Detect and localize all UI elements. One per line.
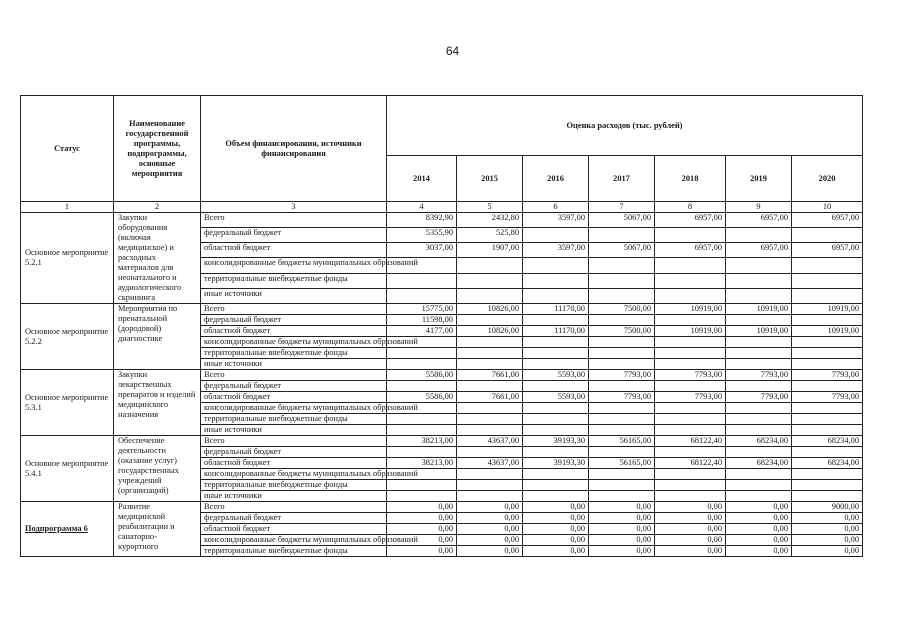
value-cell: 0,00 <box>589 546 655 557</box>
value-cell <box>589 480 655 491</box>
value-cell <box>792 414 863 425</box>
value-cell <box>726 469 792 480</box>
column-number: 5 <box>457 202 523 213</box>
header-year: 2018 <box>655 156 726 202</box>
source-cell: территориальные внебюджетные фонды <box>201 480 387 491</box>
value-cell <box>523 425 589 436</box>
value-cell: 0,00 <box>457 535 523 546</box>
value-cell <box>457 480 523 491</box>
name-cell: Обеспечение деятельности (оказание услуг) государственных учреждений (организаций) <box>114 436 201 502</box>
value-cell: 0,00 <box>457 502 523 513</box>
value-cell: 0,00 <box>589 513 655 524</box>
value-cell <box>387 425 457 436</box>
value-cell <box>792 381 863 392</box>
header-year: 2020 <box>792 156 863 202</box>
value-cell <box>726 337 792 348</box>
value-cell <box>457 359 523 370</box>
value-cell <box>589 469 655 480</box>
source-cell: федеральный бюджет <box>201 513 387 524</box>
name-cell: Закупки лекарственных препаратов и изделий медицинского назначения <box>114 370 201 436</box>
value-cell: 7661,00 <box>457 370 523 381</box>
value-cell: 68122,40 <box>655 458 726 469</box>
value-cell <box>387 359 457 370</box>
value-cell: 0,00 <box>523 546 589 557</box>
table-row <box>21 502 863 513</box>
value-cell: 10826,00 <box>457 326 523 337</box>
value-cell <box>726 480 792 491</box>
value-cell: 10826,00 <box>457 304 523 315</box>
value-cell: 7793,00 <box>655 392 726 403</box>
value-cell: 6957,00 <box>655 213 726 228</box>
source-cell: консолидированные бюджеты муниципальных образований <box>201 337 387 348</box>
value-cell <box>655 480 726 491</box>
value-cell: 0,00 <box>726 546 792 557</box>
value-cell <box>523 480 589 491</box>
value-cell: 0,00 <box>726 524 792 535</box>
value-cell <box>589 381 655 392</box>
budget-table <box>20 95 863 557</box>
value-cell: 11170,00 <box>523 304 589 315</box>
value-cell <box>792 228 863 243</box>
value-cell <box>726 228 792 243</box>
header-status: Статус <box>21 96 114 202</box>
value-cell <box>523 469 589 480</box>
source-cell: территориальные внебюджетные фонды <box>201 414 387 425</box>
value-cell <box>387 381 457 392</box>
value-cell: 5355,90 <box>387 228 457 243</box>
value-cell: 68234,00 <box>726 458 792 469</box>
value-cell <box>457 315 523 326</box>
value-cell <box>726 348 792 359</box>
value-cell: 0,00 <box>387 535 457 546</box>
value-cell <box>589 228 655 243</box>
value-cell: 39193,30 <box>523 436 589 447</box>
value-cell <box>387 480 457 491</box>
value-cell <box>792 491 863 502</box>
value-cell: 0,00 <box>726 513 792 524</box>
source-cell: Всего <box>201 436 387 447</box>
header-estimate: Оценка расходов (тыс. рублей) <box>387 96 863 156</box>
value-cell: 6957,00 <box>726 213 792 228</box>
source-cell: иные источники <box>201 491 387 502</box>
value-cell: 0,00 <box>457 524 523 535</box>
value-cell <box>655 258 726 273</box>
value-cell: 10919,00 <box>792 326 863 337</box>
value-cell: 7661,00 <box>457 392 523 403</box>
header-year: 2019 <box>726 156 792 202</box>
value-cell: 38213,00 <box>387 458 457 469</box>
value-cell <box>589 258 655 273</box>
value-cell <box>655 414 726 425</box>
value-cell <box>589 447 655 458</box>
value-cell: 0,00 <box>387 513 457 524</box>
value-cell: 7793,00 <box>726 370 792 381</box>
value-cell <box>457 469 523 480</box>
source-cell: Всего <box>201 370 387 381</box>
source-cell: федеральный бюджет <box>201 381 387 392</box>
value-cell <box>792 258 863 273</box>
value-cell: 7793,00 <box>792 392 863 403</box>
value-cell: 5067,00 <box>589 243 655 258</box>
source-cell: иные источники <box>201 359 387 370</box>
value-cell <box>792 469 863 480</box>
value-cell: 10919,00 <box>726 304 792 315</box>
value-cell: 6957,00 <box>792 213 863 228</box>
value-cell <box>457 414 523 425</box>
value-cell: 5593,00 <box>523 392 589 403</box>
value-cell: 0,00 <box>589 535 655 546</box>
value-cell <box>726 447 792 458</box>
value-cell: 7793,00 <box>655 370 726 381</box>
column-number-row <box>21 202 863 213</box>
value-cell <box>457 425 523 436</box>
value-cell <box>523 348 589 359</box>
value-cell: 7793,00 <box>726 392 792 403</box>
value-cell: 5586,00 <box>387 370 457 381</box>
value-cell: 10919,00 <box>792 304 863 315</box>
value-cell: 0,00 <box>387 546 457 557</box>
value-cell <box>523 228 589 243</box>
value-cell <box>655 491 726 502</box>
source-cell: федеральный бюджет <box>201 447 387 458</box>
value-cell <box>792 315 863 326</box>
source-cell: консолидированные бюджеты муниципальных образований <box>201 535 387 546</box>
value-cell: 3597,00 <box>523 243 589 258</box>
value-cell: 0,00 <box>655 513 726 524</box>
value-cell <box>792 337 863 348</box>
value-cell <box>792 273 863 288</box>
value-cell: 0,00 <box>726 502 792 513</box>
value-cell <box>726 414 792 425</box>
source-cell: территориальные внебюджетные фонды <box>201 273 387 288</box>
value-cell: 7793,00 <box>589 392 655 403</box>
value-cell <box>457 403 523 414</box>
source-cell: консолидированные бюджеты муниципальных образований <box>201 403 387 414</box>
source-cell: Всего <box>201 502 387 513</box>
value-cell: 68234,00 <box>792 458 863 469</box>
value-cell: 43637,00 <box>457 458 523 469</box>
value-cell: 0,00 <box>387 524 457 535</box>
value-cell: 43637,00 <box>457 436 523 447</box>
value-cell: 0,00 <box>523 502 589 513</box>
value-cell <box>457 348 523 359</box>
header-year: 2017 <box>589 156 655 202</box>
value-cell <box>655 447 726 458</box>
table-row <box>21 436 863 447</box>
value-cell <box>387 414 457 425</box>
source-cell: областной бюджет <box>201 243 387 258</box>
value-cell: 4177,00 <box>387 326 457 337</box>
value-cell <box>523 381 589 392</box>
source-cell: территориальные внебюджетные фонды <box>201 348 387 359</box>
value-cell <box>589 359 655 370</box>
value-cell <box>792 359 863 370</box>
value-cell <box>726 315 792 326</box>
value-cell <box>387 447 457 458</box>
value-cell <box>523 273 589 288</box>
value-cell <box>523 315 589 326</box>
value-cell <box>792 288 863 303</box>
value-cell <box>655 381 726 392</box>
value-cell <box>726 288 792 303</box>
value-cell: 8392,90 <box>387 213 457 228</box>
value-cell: 5593,00 <box>523 370 589 381</box>
value-cell <box>387 491 457 502</box>
value-cell: 11598,00 <box>387 315 457 326</box>
value-cell: 7793,00 <box>792 370 863 381</box>
value-cell: 6957,00 <box>655 243 726 258</box>
value-cell <box>457 288 523 303</box>
value-cell <box>726 425 792 436</box>
value-cell: 3037,00 <box>387 243 457 258</box>
table-row <box>21 213 863 228</box>
source-cell: областной бюджет <box>201 458 387 469</box>
column-number: 6 <box>523 202 589 213</box>
source-cell: Всего <box>201 304 387 315</box>
value-cell <box>655 403 726 414</box>
value-cell: 0,00 <box>655 546 726 557</box>
value-cell: 7500,00 <box>589 326 655 337</box>
header-source: Объем финансирования, источники финансирования <box>201 96 387 202</box>
header-year: 2014 <box>387 156 457 202</box>
column-number: 1 <box>21 202 114 213</box>
name-cell: Закупки оборудования (включая медицинское) и расходных материалов для неонатального и аудиологического скрининга <box>114 213 201 304</box>
value-cell: 68122,40 <box>655 436 726 447</box>
source-cell: консолидированные бюджеты муниципальных образований <box>201 469 387 480</box>
value-cell <box>726 359 792 370</box>
value-cell <box>655 315 726 326</box>
value-cell <box>523 288 589 303</box>
source-cell: иные источники <box>201 425 387 436</box>
value-cell <box>589 315 655 326</box>
value-cell: 0,00 <box>792 513 863 524</box>
value-cell: 56165,00 <box>589 436 655 447</box>
value-cell: 15775,00 <box>387 304 457 315</box>
value-cell <box>726 491 792 502</box>
value-cell: 0,00 <box>655 535 726 546</box>
value-cell <box>726 403 792 414</box>
value-cell: 10919,00 <box>726 326 792 337</box>
value-cell: 0,00 <box>655 524 726 535</box>
table-body <box>21 213 863 557</box>
value-cell <box>589 403 655 414</box>
value-cell <box>589 425 655 436</box>
value-cell <box>457 491 523 502</box>
value-cell <box>387 273 457 288</box>
value-cell: 38213,00 <box>387 436 457 447</box>
value-cell: 11170,00 <box>523 326 589 337</box>
value-cell: 56165,00 <box>589 458 655 469</box>
value-cell: 525,80 <box>457 228 523 243</box>
value-cell <box>792 348 863 359</box>
status-cell: Основное мероприятие 5.2.2 <box>21 304 114 370</box>
name-cell: Развитие медицинской реабилитации и санаторно-курортного <box>114 502 201 557</box>
value-cell <box>523 447 589 458</box>
value-cell: 10919,00 <box>655 304 726 315</box>
value-cell: 0,00 <box>523 524 589 535</box>
table-row <box>21 370 863 381</box>
status-cell: Основное мероприятие 5.4.1 <box>21 436 114 502</box>
value-cell: 3597,00 <box>523 213 589 228</box>
value-cell <box>655 273 726 288</box>
value-cell: 0,00 <box>726 535 792 546</box>
value-cell: 5586,00 <box>387 392 457 403</box>
page-number: 64 <box>445 44 460 58</box>
column-number: 9 <box>726 202 792 213</box>
header-year: 2016 <box>523 156 589 202</box>
value-cell: 0,00 <box>457 513 523 524</box>
value-cell: 0,00 <box>589 524 655 535</box>
value-cell: 0,00 <box>457 546 523 557</box>
column-number: 3 <box>201 202 387 213</box>
value-cell: 0,00 <box>792 535 863 546</box>
value-cell <box>523 337 589 348</box>
name-cell: Мероприятия по пренатальной (дородовой) диагностике <box>114 304 201 370</box>
value-cell: 0,00 <box>589 502 655 513</box>
value-cell <box>792 425 863 436</box>
value-cell <box>726 258 792 273</box>
value-cell <box>792 480 863 491</box>
value-cell <box>726 381 792 392</box>
source-cell: федеральный бюджет <box>201 315 387 326</box>
value-cell <box>655 228 726 243</box>
value-cell <box>589 414 655 425</box>
value-cell <box>523 491 589 502</box>
value-cell: 5067,00 <box>589 213 655 228</box>
value-cell: 9000,00 <box>792 502 863 513</box>
source-cell: консолидированные бюджеты муниципальных образований <box>201 258 387 273</box>
value-cell <box>589 491 655 502</box>
value-cell <box>523 359 589 370</box>
value-cell <box>523 414 589 425</box>
value-cell: 39193,30 <box>523 458 589 469</box>
value-cell <box>387 348 457 359</box>
value-cell <box>792 447 863 458</box>
value-cell <box>726 273 792 288</box>
header-year: 2015 <box>457 156 523 202</box>
value-cell <box>655 469 726 480</box>
status-cell: Основное мероприятие 5.2.1 <box>21 213 114 304</box>
value-cell: 7500,00 <box>589 304 655 315</box>
value-cell <box>589 273 655 288</box>
value-cell <box>655 348 726 359</box>
value-cell <box>457 337 523 348</box>
source-cell: областной бюджет <box>201 524 387 535</box>
status-cell: Подпрограмма 6 <box>21 502 114 557</box>
value-cell: 0,00 <box>792 524 863 535</box>
source-cell: иные источники <box>201 288 387 303</box>
value-cell: 0,00 <box>387 502 457 513</box>
value-cell <box>457 273 523 288</box>
column-number: 10 <box>792 202 863 213</box>
value-cell: 6957,00 <box>726 243 792 258</box>
column-number: 2 <box>114 202 201 213</box>
source-cell: территориальные внебюджетные фонды <box>201 546 387 557</box>
value-cell: 68234,00 <box>726 436 792 447</box>
value-cell <box>523 258 589 273</box>
value-cell: 2432,80 <box>457 213 523 228</box>
value-cell <box>792 403 863 414</box>
value-cell <box>589 337 655 348</box>
status-cell: Основное мероприятие 5.3.1 <box>21 370 114 436</box>
source-cell: федеральный бюджет <box>201 228 387 243</box>
value-cell: 0,00 <box>655 502 726 513</box>
value-cell <box>457 447 523 458</box>
column-number: 7 <box>589 202 655 213</box>
value-cell: 0,00 <box>792 546 863 557</box>
header-name: Наименование государственной программы, подпрограммы, основные мероприятия <box>114 96 201 202</box>
value-cell <box>655 425 726 436</box>
column-number: 4 <box>387 202 457 213</box>
value-cell: 0,00 <box>523 535 589 546</box>
value-cell: 1907,00 <box>457 243 523 258</box>
value-cell <box>655 288 726 303</box>
value-cell <box>589 288 655 303</box>
value-cell: 0,00 <box>523 513 589 524</box>
value-cell <box>655 337 726 348</box>
value-cell <box>523 403 589 414</box>
source-cell: областной бюджет <box>201 326 387 337</box>
column-number: 8 <box>655 202 726 213</box>
value-cell <box>589 348 655 359</box>
source-cell: областной бюджет <box>201 392 387 403</box>
value-cell <box>655 359 726 370</box>
value-cell <box>457 381 523 392</box>
value-cell <box>457 258 523 273</box>
value-cell: 7793,00 <box>589 370 655 381</box>
value-cell <box>387 288 457 303</box>
source-cell: Всего <box>201 213 387 228</box>
value-cell: 6957,00 <box>792 243 863 258</box>
table-row <box>21 304 863 315</box>
value-cell: 68234,00 <box>792 436 863 447</box>
value-cell: 10919,00 <box>655 326 726 337</box>
